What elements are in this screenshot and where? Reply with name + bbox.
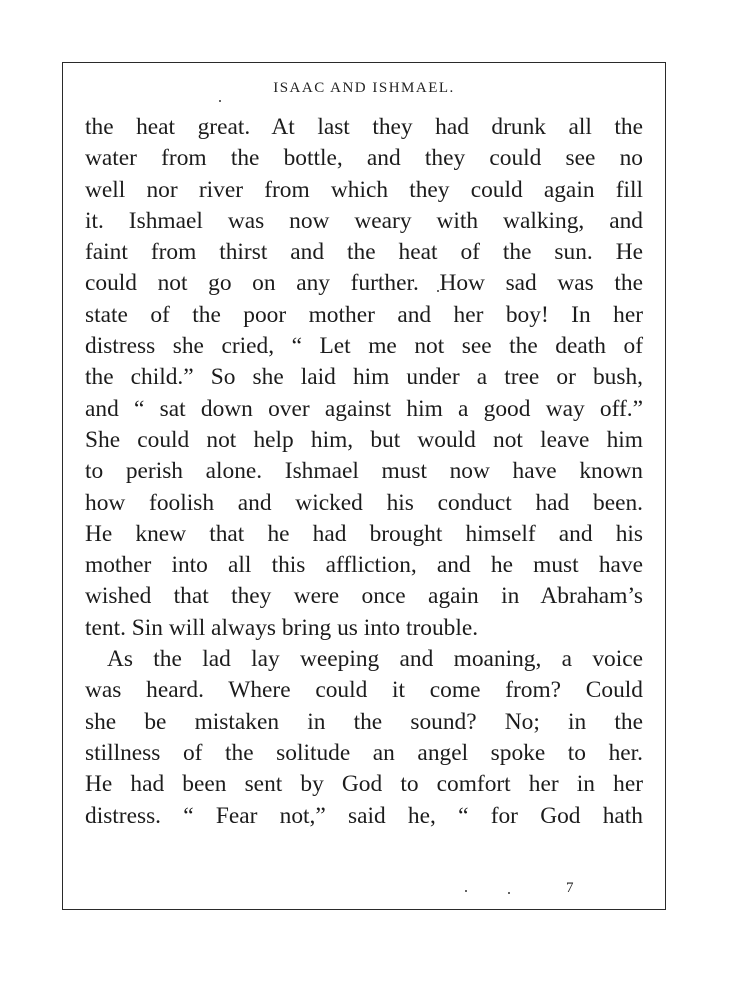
text-line: water from the bottle, and they could see no — [85, 145, 643, 172]
text-line: the heat great. At last they had drunk all the — [85, 114, 643, 140]
text-line: wished that they were once again in Abraham’s — [85, 583, 643, 610]
text-line: faint from thirst and the heat of the sun. He — [85, 239, 643, 266]
ink-speck — [465, 890, 467, 892]
ink-speck — [508, 892, 510, 894]
text-line: how foolish and wicked his conduct had been. — [85, 489, 643, 516]
text-line: she be mistaken in the sound? No; in the — [85, 708, 643, 735]
text-line: state of the poor mother and her boy! In her — [85, 301, 643, 328]
body-text — [85, 112, 643, 832]
page-number: 7 — [566, 880, 574, 896]
text-line: He knew that he had brought himself and his — [85, 520, 643, 547]
text-line: She could not help him, but would not leave him — [85, 426, 643, 453]
text-line: and “ sat down over against him a good way off.” — [85, 395, 643, 422]
text-line: distress she cried, “ Let me not see the death of — [85, 333, 643, 360]
text-line: was heard. Where could it come from? Could — [85, 677, 643, 704]
text-line: to perish alone. Ishmael must now have known — [85, 458, 643, 485]
text-line: well nor river from which they could again fill — [85, 176, 643, 203]
text-line: tent. Sin will always bring us into trouble. — [85, 614, 479, 641]
text-line: the child.” So she laid him under a tree or bush, — [85, 364, 643, 391]
text-line: could not go on any further. How sad was the — [85, 270, 643, 297]
text-line: it. Ishmael was now weary with walking, and — [85, 207, 643, 234]
text-line: mother into all this affliction, and he must have — [85, 552, 643, 579]
ink-speck — [219, 100, 221, 102]
text-line: He had been sent by God to comfort her in her — [85, 771, 643, 798]
text-line: stillness of the solitude an angel spoke to her. — [85, 739, 643, 766]
text-line: distress. “ Fear not,” said he, “ for God hath — [85, 802, 643, 829]
running-head: ISAAC AND ISHMAEL. — [273, 80, 455, 96]
text-line: As the lad lay weeping and moaning, a voice — [107, 646, 643, 673]
